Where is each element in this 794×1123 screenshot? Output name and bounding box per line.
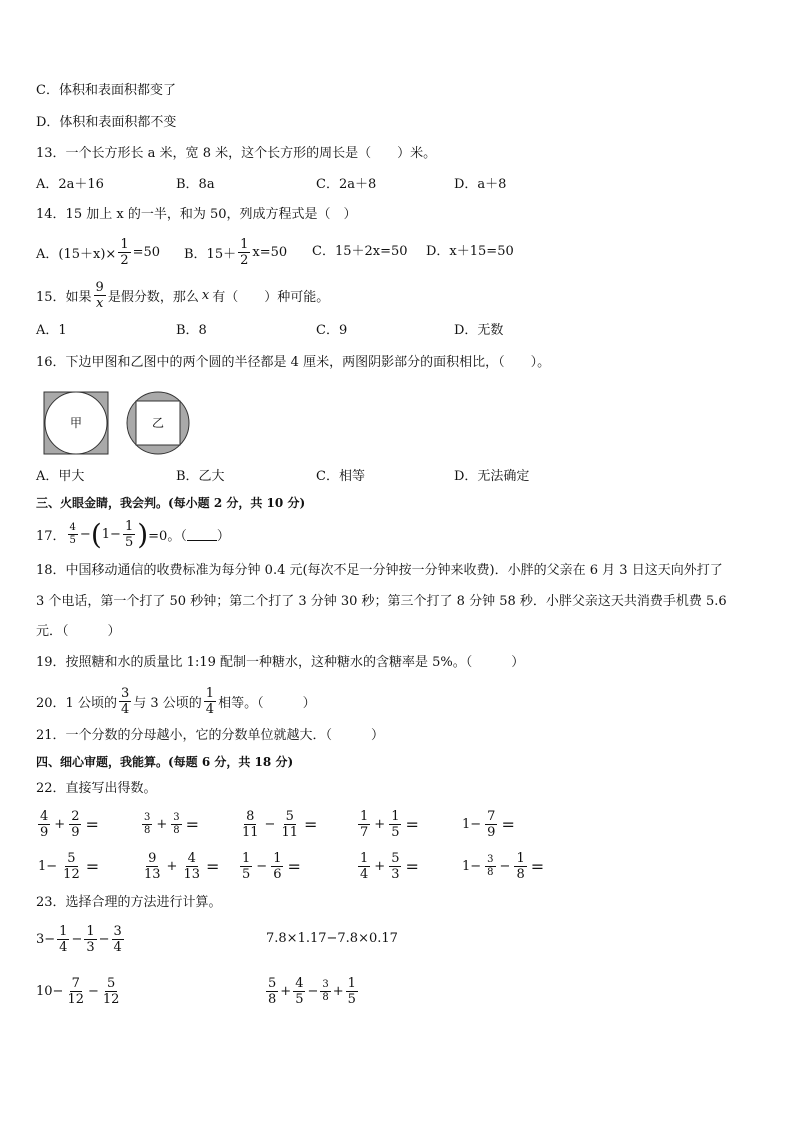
fraction: $\frac{1}{5}$ (124, 518, 134, 550)
fraction: $\frac{5}{3}$ (391, 850, 400, 882)
operator: + (280, 983, 292, 999)
operator: + (332, 983, 344, 999)
fraction: $\frac{4}{13}$ (183, 850, 200, 882)
figure-yi-label: 乙 (151, 416, 165, 430)
operator: − (256, 858, 268, 874)
q20-text: 20．1 公顷的 (36, 695, 117, 711)
q23-e3-pre: 10− (36, 983, 64, 999)
fraction: $\frac{9}{x}$ (95, 279, 104, 311)
operator: + (156, 816, 168, 832)
operator: − (87, 983, 99, 999)
operator: − (307, 983, 319, 999)
equals-sign: = (405, 814, 419, 834)
q16-stem: 16．下边甲图和乙图中的两个圆的半径都是 4 厘米，两图阴影部分的面积相比，（ ）。 (36, 355, 551, 370)
q15-text-post: 有（ ）种可能。 (212, 289, 330, 305)
q22-item (356, 846, 419, 886)
q15-option-a: A．1 (36, 323, 67, 338)
equals-sign: = (85, 814, 99, 834)
operator: − (98, 931, 110, 947)
fraction: $\frac{5}{12}$ (102, 975, 120, 1007)
figure-jia (43, 391, 109, 455)
q14-a-text: A．(15＋x)× (36, 246, 117, 262)
q22-item (140, 804, 199, 844)
fraction: $\frac{3}{8}$ (173, 811, 180, 836)
fraction: $\frac{5}{12}$ (63, 850, 80, 882)
equals-sign: = (501, 814, 515, 834)
fraction: $\frac{4}{9}$ (40, 808, 49, 840)
right-paren: ) (137, 517, 149, 551)
fraction: $\frac{1}{5}$ (391, 808, 400, 840)
minus-sign: − (79, 526, 91, 542)
q22-item (356, 804, 419, 844)
q22-item (36, 804, 99, 844)
figure-jia-label: 甲 (69, 416, 83, 430)
q14-option-a (36, 234, 160, 270)
fraction: $\frac{3}{8}$ (144, 811, 151, 836)
q17-one: 1− (101, 526, 121, 542)
left-paren: ( (90, 517, 102, 551)
operator: + (374, 816, 386, 832)
expr-prefix: 1− (462, 858, 482, 874)
fraction: $\frac{1}{2}$ (240, 236, 249, 268)
q13-option-c: C．2a＋8 (316, 177, 377, 192)
q16-option-d: D．无法确定 (454, 469, 530, 484)
equals-sign: = (185, 814, 200, 834)
fraction: $\frac{9}{13}$ (144, 850, 161, 882)
q22-item (238, 846, 301, 886)
q23-expr-3 (36, 970, 123, 1012)
q17 (36, 514, 230, 554)
q12-option-c: C．体积和表面积都变了 (36, 83, 176, 98)
q19: 19．按照糖和水的质量比 1:19 配制一种糖水，这种糖水的含糖率是 5%。（ ） (36, 655, 525, 670)
fraction: $\frac{1}{3}$ (86, 923, 95, 955)
q23-stem: 23．选择合理的方法进行计算。 (36, 895, 222, 910)
q22-item (36, 846, 99, 886)
q14-option-c: C．15＋2x=50 (312, 244, 408, 259)
operator: − (264, 816, 276, 832)
expr-prefix: 1− (38, 858, 58, 874)
operator: + (54, 816, 66, 832)
q13-option-b: B．8a (176, 177, 215, 192)
equals-sign: = (304, 814, 318, 834)
q23-expr-4 (264, 970, 360, 1012)
q17-number: 17． (36, 528, 66, 544)
equals-sign: = (405, 856, 419, 876)
operator: + (374, 858, 386, 874)
q23-expr-2: 7.8×1.17−7.8×0.17 (266, 931, 398, 946)
q16-option-b: B．乙大 (176, 469, 225, 484)
q12-option-d: D．体积和表面积都不变 (36, 115, 177, 130)
fraction: $\frac{7}{12}$ (67, 975, 84, 1007)
q15-option-b: B．8 (176, 323, 207, 338)
operator: + (166, 858, 178, 874)
operator: − (71, 931, 83, 947)
equals-sign: = (206, 856, 220, 876)
fraction: $\frac{1}{4}$ (360, 850, 369, 882)
q15-option-d: D．无数 (454, 323, 504, 338)
answer-blank[interactable] (187, 528, 217, 541)
q13-option-a: A．2a＋16 (36, 177, 104, 192)
fraction: $\frac{1}{2}$ (120, 236, 129, 268)
fraction: $\frac{1}{4}$ (205, 685, 215, 717)
fraction: $\frac{1}{7}$ (360, 808, 369, 840)
fraction: $\frac{1}{5}$ (242, 850, 251, 882)
expr-prefix: 1− (462, 816, 482, 832)
equals-sign: = (287, 856, 301, 876)
q15-var: x (201, 287, 210, 303)
fraction: $\frac{8}{11}$ (242, 808, 259, 840)
equals-sign: = (85, 856, 100, 876)
fraction: $\frac{5}{8}$ (268, 975, 277, 1007)
q15-stem (36, 276, 329, 314)
q17-close: ） (216, 528, 230, 544)
q20 (36, 681, 316, 721)
q14-a-tail: =50 (132, 244, 161, 260)
q18-line-2: 3 个电话，第一个打了 50 秒钟；第二个打了 3 分钟 30 秒；第三个打了 8 分钟 58 秒．小胖父亲这天共消费手机费 5.6 (36, 594, 727, 609)
q22-item (460, 846, 544, 886)
q13-stem: 13．一个长方形长 a 米，宽 8 米，这个长方形的周长是（ ）米。 (36, 146, 437, 161)
q18-line-3: 元．（ ） (36, 624, 121, 639)
operator: − (499, 858, 511, 874)
q14-option-b (184, 234, 287, 270)
fraction: $\frac{3}{8}$ (322, 978, 329, 1003)
q23-expr-1 (36, 918, 126, 960)
fraction: $\frac{4}{5}$ (295, 975, 304, 1007)
q22-stem: 22．直接写出得数。 (36, 781, 157, 796)
fraction: $\frac{7}{9}$ (487, 808, 496, 840)
figure-yi (126, 391, 190, 455)
fraction: $\frac{1}{4}$ (59, 923, 68, 955)
q14-stem: 14．15 加上 x 的一半，和为 50，列成方程式是（ ） (36, 207, 357, 222)
q22-item (460, 804, 515, 844)
fraction: $\frac{1}{6}$ (273, 850, 282, 882)
equals-sign: = (530, 856, 545, 876)
q14-b-text: B．15＋ (184, 246, 237, 262)
q17-equals: =0。（ (148, 528, 187, 544)
q20-text-mid: 与 3 公顷的 (133, 695, 202, 711)
q16-option-c: C．相等 (316, 469, 365, 484)
q23-e1-pre: 3− (36, 931, 56, 947)
q22-item (140, 846, 219, 886)
fraction: $\frac{2}{9}$ (71, 808, 80, 840)
q18-line-1: 18．中国移动通信的收费标准为每分钟 0.4 元(每次不足一分钟按一分钟来收费)．小胖的父亲在 6 月 3 日这天向外打了 (36, 563, 723, 578)
fraction: $\frac{4}{5}$ (69, 521, 76, 546)
fraction: $\frac{5}{11}$ (281, 808, 298, 840)
q13-option-d: D．a＋8 (454, 177, 507, 192)
q16-option-a: A．甲大 (36, 469, 85, 484)
section-3-heading: 三、火眼金睛，我会判。(每小题 2 分，共 10 分) (36, 496, 306, 510)
fraction: $\frac{1}{8}$ (516, 850, 525, 882)
q14-b-tail: x=50 (252, 244, 288, 260)
q15-text: 15．如果 (36, 289, 92, 305)
q21: 21．一个分数的分母越小，它的分数单位就越大．（ ） (36, 728, 385, 743)
fraction: $\frac{3}{4}$ (113, 923, 122, 955)
q14-option-d: D．x＋15=50 (426, 244, 514, 259)
section-4-heading: 四、细心审题，我能算。(每题 6 分，共 18 分) (36, 755, 294, 769)
q22-item (238, 804, 317, 844)
q15-text-mid: 是假分数，那么 (107, 289, 199, 305)
fraction: $\frac{3}{8}$ (487, 853, 494, 878)
q20-text-post: 相等。（ ） (218, 695, 316, 711)
fraction: $\frac{3}{4}$ (120, 685, 130, 717)
q15-option-c: C．9 (316, 323, 348, 338)
fraction: $\frac{1}{5}$ (347, 975, 356, 1007)
